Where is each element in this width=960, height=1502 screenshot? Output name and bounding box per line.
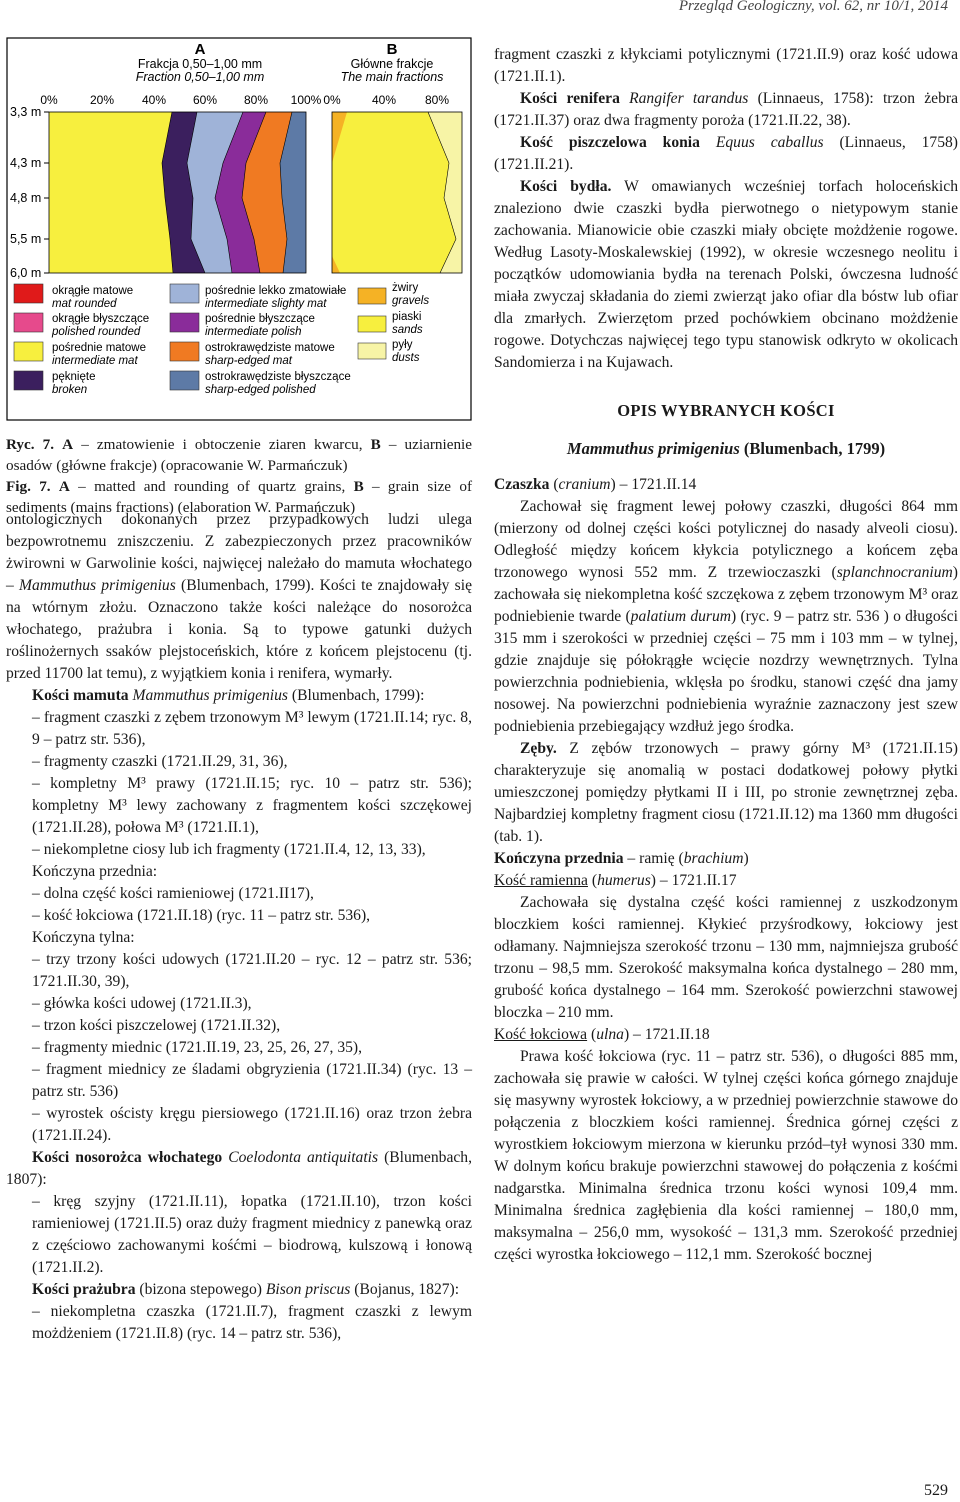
legend-label-en: sharp-edged polished xyxy=(205,384,316,396)
caption-text: – zmatowienie i obtoczenie ziaren kwarcu, xyxy=(73,436,371,453)
list-item: – fragmenty czaszki (1721.II.29, 31, 36), xyxy=(32,753,288,770)
legend-label: piaski xyxy=(392,311,422,323)
legend-swatch xyxy=(170,313,199,332)
legend-label-en: sands xyxy=(392,324,423,336)
list-subheading: Kończyna przednia: xyxy=(32,863,158,880)
section-rhino: Kości nosorożca włochatego Coelodonta antiquitatis (Blumenbach, 1807): xyxy=(6,1149,472,1188)
legend-label: ostrokrawędziste matowe xyxy=(205,342,335,354)
section-horse: Kość piszczelowa konia Equus caballus (Linnaeus, 1758) (1721.II.21). xyxy=(494,134,958,173)
legend-label-en: gravels xyxy=(392,295,430,307)
a-tick: 60% xyxy=(192,93,218,107)
a-tick: 100% xyxy=(290,93,322,107)
panel-a-letter: A xyxy=(194,41,206,58)
legend-label: pyły xyxy=(392,339,413,351)
caption-b-en: B xyxy=(353,478,364,495)
legend-label-en: polished rounded xyxy=(52,326,141,338)
legend-swatch xyxy=(14,313,43,332)
section-reindeer: Kości renifera Rangifer tarandus (Linnaeus, 1758): trzon żebra (1721.II.37) oraz dwa fragmenty poroża (1721.II.22, 38). xyxy=(494,90,958,129)
list-item: – kompletny M³ prawy (1721.II.15; ryc. 10 – patrz str. 536); kompletny M³ lewy zachowany z fragmentem kości szczękowej (1721.II.28), połowa M³ (1721.II.1), xyxy=(32,775,472,836)
right-column xyxy=(494,44,958,1266)
a-tick: 40% xyxy=(141,93,167,107)
section-heading: OPIS WYBRANYCH KOŚCI xyxy=(617,401,835,420)
section-mammoth: Kości mamuta Mammuthus primigenius (Blumenbach, 1799): xyxy=(32,687,425,704)
figure-7 xyxy=(0,24,480,424)
paragraph: fragment czaszki z kłykciami potylicznymi (1721.II.9) oraz kość udowa (1721.II.1). xyxy=(494,46,958,85)
panel-b-letter: B xyxy=(386,41,398,58)
caption-text-en: – grain size of sediments (mains fractions) (elaboration W. Parmańczuk) xyxy=(6,478,473,516)
caption-text-en: – matted and rounding of quartz grains, xyxy=(69,478,354,495)
list-item: – niekompletne ciosy lub ich fragmenty (1721.II.4, 12, 13, 33), xyxy=(32,841,426,858)
subheading-humerus: Kość ramienna (humerus) – 1721.II.17 xyxy=(494,872,737,889)
legend-label-en: intermediate polish xyxy=(205,326,302,338)
legend-label: pośrednie lekko zmatowiałe xyxy=(205,285,347,297)
depth-label: 4,3 m xyxy=(10,156,42,170)
legend-label-en: intermediate mat xyxy=(52,355,138,367)
caption-label: Ryc. 7. xyxy=(6,436,55,453)
section-cattle: Kości bydła. W omawianych wcześniej torfach holoceńskich znaleziono dwie czaszki bydła pierwotnego o nietypowym stanie zachowania. Mianowicie obie czaszki miały obcięte możdżenie rogowe. Według Lasoty-Moskalewskiej (1992), w okresie wczesnego neolitu i początków udomowiania bydła na terenach Polski, ówczesna ludność miała zwyczaj składania do ziemi zwierząt jako ofiar dla bóstw lub ofiar dla zmarłych. Zwierzętom przed pochówkiem obcinano możdżenie rogowe. Dotychczas najwięcej tego typu stanowisk odkryto w okolicach Sandomierza i na Kujawach. xyxy=(494,178,958,371)
list-subheading: Kończyna tylna: xyxy=(32,929,135,946)
panel-a-subtitle: Fraction 0,50–1,00 mm xyxy=(135,70,265,84)
panel-b-subtitle: The main fractions xyxy=(340,70,444,84)
list-item: – fragment czaszki z zębem trzonowym M³ lewym (1721.II.14; ryc. 8, 9 – patrz str. 536), xyxy=(32,709,472,748)
legend-swatch xyxy=(358,288,386,304)
list-item: – trzon kości piszczelowej (1721.II.32), xyxy=(32,1017,281,1034)
depth-label: 4,8 m xyxy=(10,191,42,205)
list-item: – wyrostek ościsty kręgu piersiowego (1721.II.16) oraz trzon żebra (1721.II.24). xyxy=(32,1105,472,1144)
legend-label: żwiry xyxy=(392,282,419,294)
species-heading: Mammuthus primigenius (Blumenbach, 1799) xyxy=(566,439,886,458)
depth-label: 3,3 m xyxy=(10,105,42,119)
paragraph: Prawa kość łokciowa (ryc. 11 – patrz str. 536), o długości 885 mm, zachowała się prawie w całości. W tylnej części końca górnego znajduje się masywny wyrostek łokciowy, a w przedniej powierzchnie stawowe do połączenia z bloczkiem kości ramiennej. Średnica górnej części z wyrostkiem łokciowym mierzona w kierunku przód–tył wynosi 330 mm. W dolnym końcu brakuje powierzchni stawowej do połączenia z kośćmi nadgarstka. Minimalna średnica trzonu kości wynosi 109,4 mm. Minimalna średnica zagłębienia dla kości ramiennej – 180,0 mm, maksymalna – 256,0 mm, wysokość – 131,3 mm. Szerokość przedniej części wyrostka łokciowego – 112,1 mm. Szerokość bocznej xyxy=(494,1048,958,1263)
caption-label-en: Fig. 7. xyxy=(6,478,51,495)
b-tick: 40% xyxy=(371,93,397,107)
legend-label-en: sharp-edged mat xyxy=(205,355,292,367)
paragraph: Zachował się fragment lewej połowy czaszki, długości 864 mm (mierzony od dolnej części kości potylicznej do nasady alveoli ciosu). Odległość między końcem kłykcia potylicznego a końcem zęba trzonowego wynosi 552 mm. Z trzewioczaszki (splanchnocranium) zachowała się niekompletna kość szczękowa z zębem trzonowym M³ oraz podniebienie twarde (palatium durum) (ryc. 9 – patrz str. 536 ) o długości 315 mm i szerokości w przedniej części – 75 mm i 103 mm – w tylnej, gdzie znajduje się półokrągłe wcięcie nozdrzy wewnętrznych. Tylna powierzchnia podniebienia, wklęsła po środku, stanowi część dna jamy nosowej. Na powierzchni podniebienia wyraźnie zaznaczony jest szew podniebienia przebiegający wzdłuż jego środka. xyxy=(494,498,958,735)
panel-b-title: Główne frakcje xyxy=(350,57,434,71)
depth-label: 5,5 m xyxy=(10,232,42,246)
a-tick: 0% xyxy=(40,93,58,107)
paragraph-teeth: Zęby. Z zębów trzonowych – prawy górny M³ (1721.II.15) charakteryzuje się anomalią w postaci dodatkowej połowy płytki umieszczonej pomiędzy płytkami II i III, po stronie zewnętrznej zęba. Najbardziej kompletny fragment ciosu (1721.II.12) ma 1360 mm długości (tab. 1). xyxy=(494,740,958,845)
panel-b-plot xyxy=(332,112,462,273)
b-tick: 0% xyxy=(323,93,341,107)
legend-swatch xyxy=(14,342,43,361)
list-item: – niekompletna czaszka (1721.II.7), fragment czaszki z lewym możdżeniem (1721.II.8) (ryc. 14 – patrz str. 536), xyxy=(32,1303,472,1342)
panel-a-title: Frakcja 0,50–1,00 mm xyxy=(137,57,263,71)
subheading-forelimb: Kończyna przednia – ramię (brachium) xyxy=(494,850,749,867)
a-tick: 80% xyxy=(243,93,269,107)
list-item: – fragment miednicy ze śladami obgryzienia (1721.II.34) (ryc. 13 – patrz str. 536) xyxy=(32,1061,472,1100)
figure-caption xyxy=(6,434,472,518)
legend-label: ostrokrawędziste błyszczące xyxy=(205,371,351,383)
depth-label: 6,0 m xyxy=(10,266,42,280)
b-tick: 80% xyxy=(424,93,450,107)
legend-label-en: mat rounded xyxy=(52,298,117,310)
legend-swatch xyxy=(170,371,199,390)
section-bison: Kości prażubra (bizona stepowego) Bison priscus (Bojanus, 1827): xyxy=(32,1281,460,1298)
caption-b: B xyxy=(370,436,381,453)
caption-a-en: A xyxy=(58,478,70,495)
legend-label: pośrednie błyszczące xyxy=(205,313,315,325)
legend-swatch xyxy=(170,284,199,303)
panel-a-plot xyxy=(49,112,306,273)
legend-label: okrągłe błyszczące xyxy=(52,313,150,325)
legend-swatch xyxy=(170,342,199,361)
legend-swatch xyxy=(358,316,386,332)
legend-label: pęknięte xyxy=(52,371,96,383)
subheading-ulna: Kość łokciowa (ulna) – 1721.II.18 xyxy=(494,1026,710,1043)
left-column xyxy=(6,509,472,1345)
legend-swatch xyxy=(358,343,386,359)
a-tick: 20% xyxy=(89,93,115,107)
list-item: – trzy trzony kości udowych (1721.II.20 – ryc. 12 – patrz str. 536; 1721.II.30, 39), xyxy=(32,951,472,990)
legend-label-en: dusts xyxy=(392,352,420,364)
paragraph: Zachowała się dystalna część kości ramiennej z uszkodzonym bloczkiem kości ramiennej. Kłykieć przyśrodkowy, łokciowy jest odłamany. Najmniejsza szerokość trzonu – 130 mm, najmniejsza grubość trzonu – 98,5 mm. Szerokość maksymalna końca dystalnego – 280 mm, grubość końca dystalnego – 164 mm. Szerokość powierzchni stawowej bloczka – 210 mm. xyxy=(494,894,958,1021)
legend-label: pośrednie matowe xyxy=(52,342,146,354)
paragraph: ontologicznych dokonanych przez przypadkowych ludzi ulega bezpowrotnemu zniszczeniu. Z zabezpieczonych przez pracowników żwirowni w Garwolinie kości, najwięcej należało do mamuta włochatego – Mammuthus primigenius (Blumenbach, 1799). Kości te znajdowały się na wtórnym złożu. Oznaczono także kości należące do nosorożca włochatego, prażubra i konia. Są to typowe gatunki dużych roślinożernych ssaków plejstoceńskich, które z końcem plejstocenu (tj. przed 11700 lat temu), z wyjątkiem konia i renifera, wymarły. xyxy=(6,511,472,682)
list-item: – główka kości udowej (1721.II.3), xyxy=(32,995,252,1012)
legend-label-en: intermediate slighty mat xyxy=(205,298,327,310)
page-number: 529 xyxy=(924,1482,948,1499)
legend-label-en: broken xyxy=(52,384,88,396)
list-item: – dolna część kości ramieniowej (1721.II17), xyxy=(32,885,314,902)
legend-swatch xyxy=(14,371,43,390)
journal-header: Przegląd Geologiczny, vol. 62, nr 10/1, 2014 xyxy=(678,0,948,14)
legend-label: okrągłe matowe xyxy=(52,285,134,297)
list-item: – kręg szyjny (1721.II.11), łopatka (1721.II.10), trzon kości ramieniowej (1721.II.5) oraz duży fragment miednicy z panewką oraz z częściowo zachowanymi kośćmi – biodrową, kulszową i łonową (1721.II.2). xyxy=(32,1193,472,1276)
list-item: – kość łokciowa (1721.II.18) (ryc. 11 – patrz str. 536), xyxy=(32,907,371,924)
list-item: – fragmenty miednic (1721.II.19, 23, 25, 26, 27, 35), xyxy=(32,1039,363,1056)
caption-a: A xyxy=(62,436,74,453)
subheading-skull: Czaszka (cranium) – 1721.II.14 xyxy=(494,476,697,493)
legend-swatch xyxy=(14,284,43,303)
caption-text: – uziarnienie osadów (główne frakcje) (opracowanie W. Parmańczuk) xyxy=(6,436,473,474)
